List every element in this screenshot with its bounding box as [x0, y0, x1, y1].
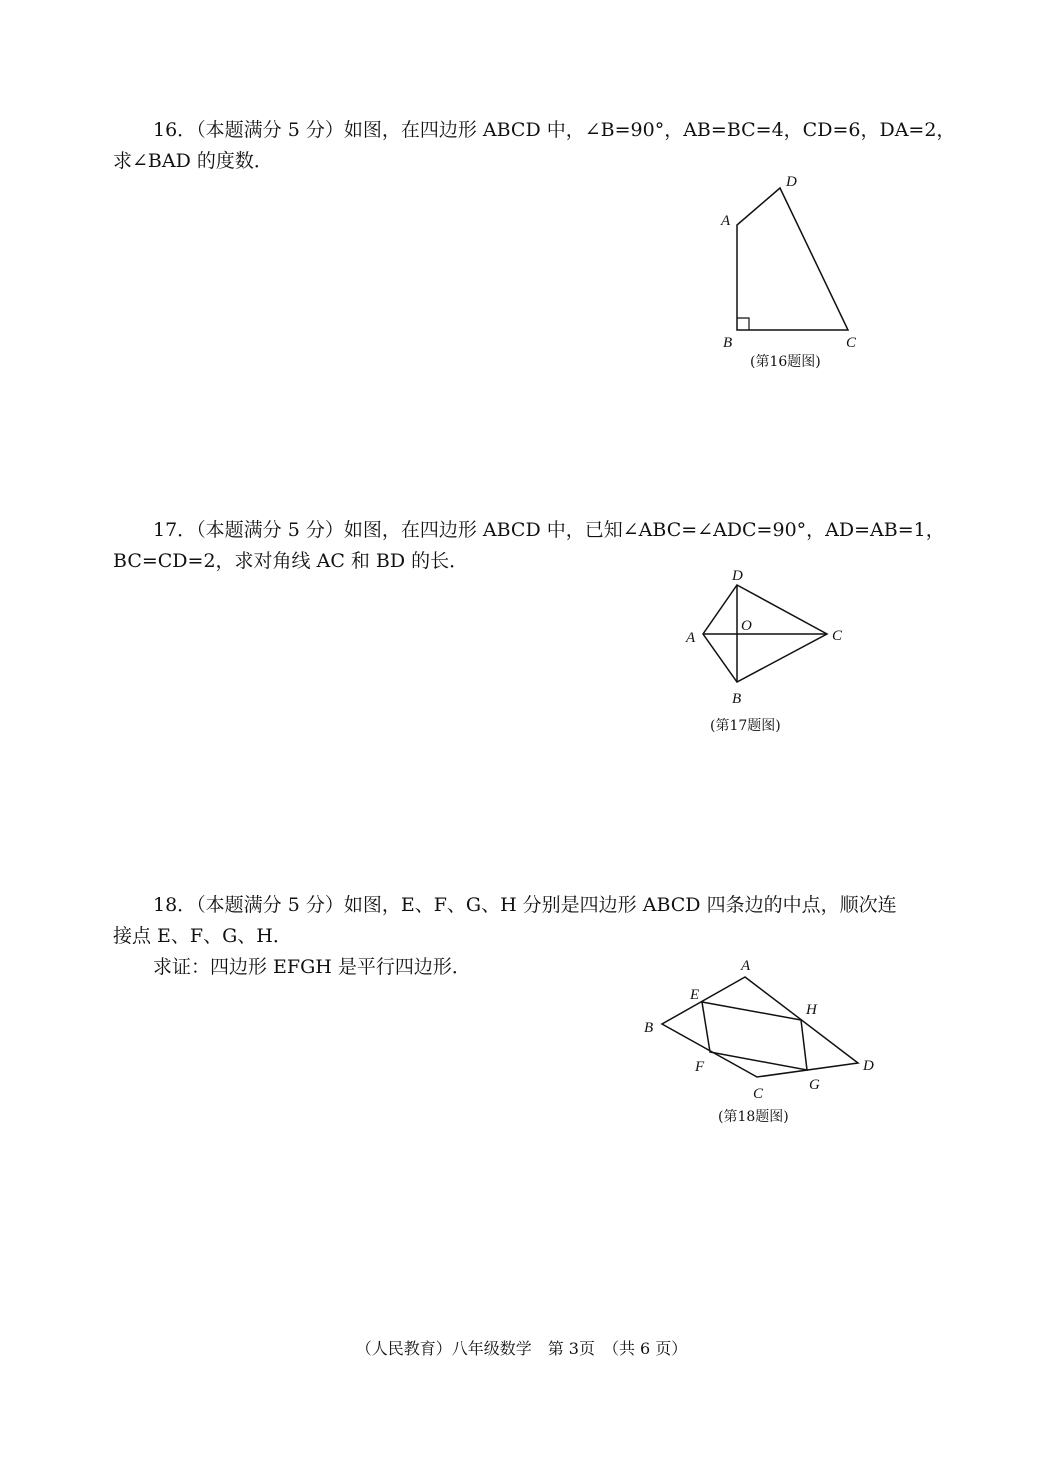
label-b: B — [644, 1020, 654, 1036]
label-b: B — [723, 335, 733, 351]
figure-16-diagram — [700, 170, 880, 375]
label-e: E — [690, 987, 700, 1003]
figure-17-diagram — [680, 565, 860, 740]
label-o: O — [741, 618, 752, 634]
question-16-line-2: 求∠BAD 的度数． — [113, 150, 273, 172]
label-d: D — [863, 1058, 874, 1074]
label-f: F — [695, 1059, 705, 1075]
label-c: C — [832, 628, 843, 644]
question-17-line-1: 17．（本题满分 5 分）如图，在四边形 ABCD 中，已知∠ABC=∠ADC=90°，AD=AB=1， — [153, 519, 945, 541]
page-footer: （人民教育）八年级数学 第 3页 （共 6 页） — [355, 1339, 688, 1358]
figure-17 — [680, 565, 860, 740]
label-d: D — [786, 174, 797, 190]
label-d: D — [732, 568, 743, 584]
figure-16-caption: (第16题图) — [750, 354, 821, 370]
question-16-line-1: 16．（本题满分 5 分）如图，在四边形 ABCD 中，∠B=90°，AB=BC=4，CD=6，DA=2， — [153, 119, 956, 141]
label-h: H — [806, 1002, 817, 1018]
figure-17-caption: (第17题图) — [710, 718, 781, 734]
figure-18-diagram — [635, 955, 885, 1130]
right-angle-mark — [737, 318, 749, 330]
label-g: G — [809, 1077, 820, 1093]
question-18-line-3: 求证：四边形 EFGH 是平行四边形． — [153, 956, 471, 978]
label-a: A — [741, 958, 751, 974]
question-18-line-1: 18．（本题满分 5 分）如图，E、F、G、H 分别是四边形 ABCD 四条边的中点，顺次连 — [153, 894, 897, 916]
figure-16 — [700, 170, 880, 375]
question-18-line-2: 接点 E、F、G、H． — [113, 925, 292, 947]
label-b: B — [732, 691, 742, 707]
label-c: C — [753, 1086, 764, 1102]
label-a: A — [686, 630, 696, 646]
label-a: A — [721, 213, 731, 229]
question-16 — [113, 115, 963, 177]
figure-18-caption: (第18题图) — [718, 1109, 789, 1125]
label-c: C — [846, 335, 857, 351]
figure-18 — [635, 955, 885, 1130]
question-17-line-2: BC=CD=2，求对角线 AC 和 BD 的长． — [113, 550, 469, 572]
